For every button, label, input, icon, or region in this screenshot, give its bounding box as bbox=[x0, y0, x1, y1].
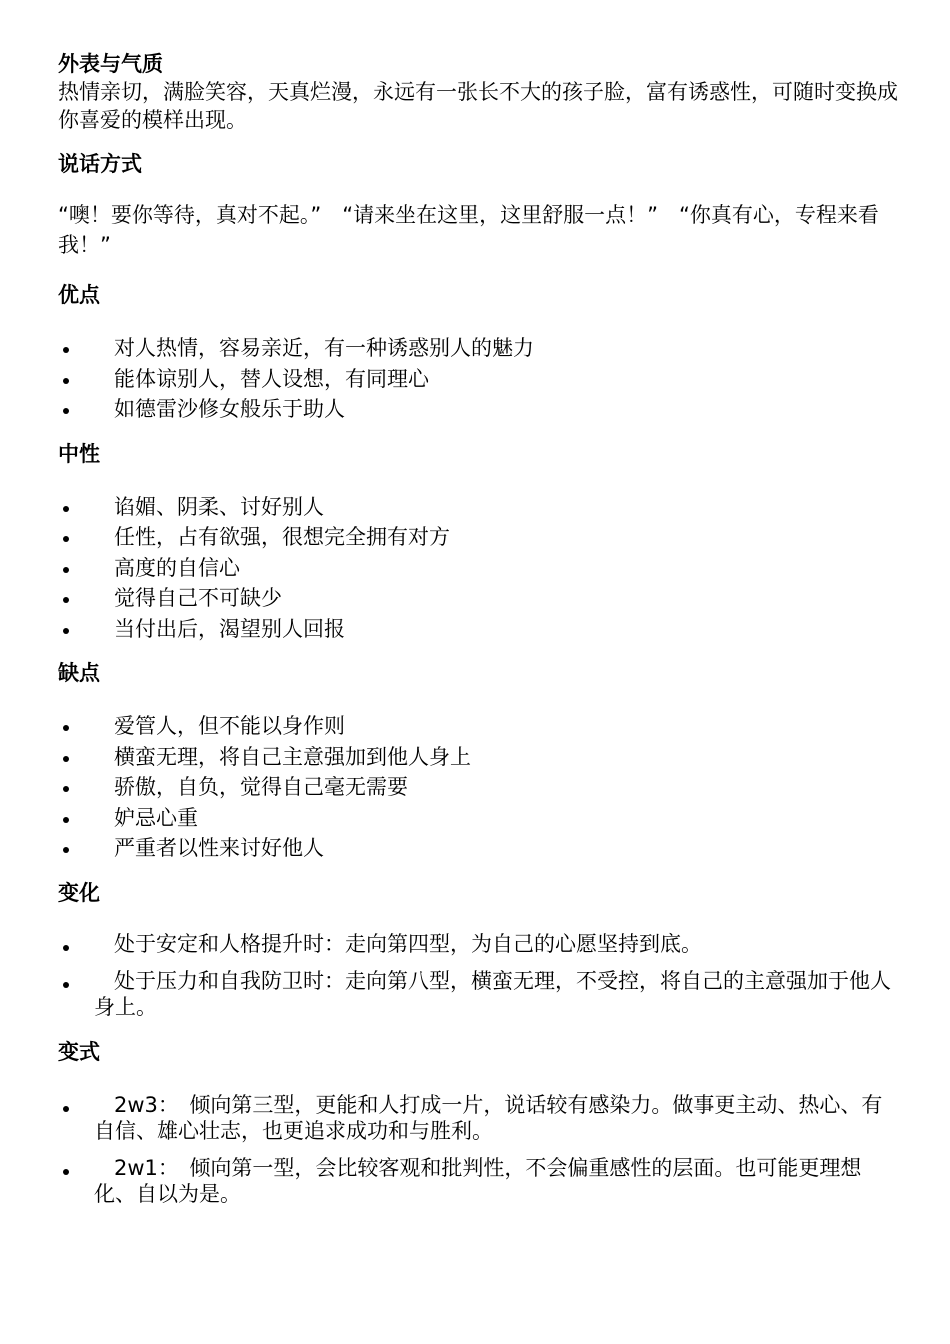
list-item-text: 谄媚、阴柔、讨好别人 bbox=[114, 494, 324, 519]
list-item bbox=[58, 968, 898, 1020]
list-item-text: 能体谅别人，替人设想，有同理心 bbox=[114, 366, 429, 391]
bullet-icon bbox=[63, 1169, 69, 1175]
bullet-icon bbox=[63, 378, 69, 384]
section-title-strengths: 优点 bbox=[58, 283, 100, 307]
list-item-text: 如德雷沙修女般乐于助人 bbox=[114, 397, 345, 421]
bullet-icon bbox=[63, 536, 69, 542]
bullet-icon bbox=[63, 1106, 69, 1112]
list-item-text: 对人热情，容易亲近，有一种诱惑别人的魅力 bbox=[114, 336, 534, 360]
list-item bbox=[58, 522, 898, 553]
section-title-changes: 变化 bbox=[58, 880, 100, 905]
list-item-text: 觉得自己不可缺少 bbox=[114, 586, 282, 610]
list-item bbox=[58, 1155, 898, 1207]
list-item bbox=[58, 614, 898, 645]
list-item-text: 爱管人，但不能以身作则 bbox=[114, 714, 345, 738]
strengths-list bbox=[58, 333, 898, 425]
list-item bbox=[58, 364, 898, 395]
list-item-text: 任性，占有欲强，很想完全拥有对方 bbox=[114, 525, 450, 549]
bullet-icon bbox=[63, 756, 69, 762]
list-item bbox=[58, 711, 898, 742]
list-item-text: 妒忌心重 bbox=[114, 805, 198, 830]
list-item bbox=[58, 333, 898, 364]
list-item bbox=[58, 772, 898, 803]
list-item-text: 处于安定和人格提升时：走向第四型，为自己的心愿坚持到底。 bbox=[114, 931, 702, 956]
list-item bbox=[58, 803, 898, 834]
bullet-icon bbox=[63, 567, 69, 573]
bullet-icon bbox=[63, 725, 69, 731]
neutral-list bbox=[58, 492, 898, 645]
changes-list bbox=[58, 931, 898, 1020]
list-item-text: 处于压力和自我防卫时：走向第八型，横蛮无理，不受控，将自己的主意强加于他人身上。 bbox=[94, 968, 891, 1019]
list-item-text: 2w3： 倾向第三型，更能和人打成一片，说话较有感染力。做事更主动、热心、有自信、雄心壮志，也更追求成功和与胜利。 bbox=[94, 1092, 883, 1143]
appearance-text: 热情亲切，满脸笑容，天真烂漫，永远有一张长不大的孩子脸，富有诱惑性，可随时变换成你喜爱的模样出现。 bbox=[58, 80, 898, 132]
bullet-icon bbox=[63, 982, 69, 988]
list-item bbox=[58, 492, 898, 523]
bullet-icon bbox=[63, 628, 69, 634]
bullet-icon bbox=[63, 347, 69, 353]
bullet-icon bbox=[63, 847, 69, 853]
list-item-text: 高度的自信心 bbox=[114, 555, 240, 580]
speech-text: “噢！要你等待，真对不起。” “请来坐在这里，这里舒服一点！” “你真有心，专程来看我！” bbox=[58, 203, 879, 257]
list-item-text: 严重者以性来讨好他人 bbox=[114, 836, 324, 860]
weaknesses-list bbox=[58, 711, 898, 864]
list-item bbox=[58, 394, 898, 425]
section-title-neutral: 中性 bbox=[58, 441, 100, 466]
bullet-icon bbox=[63, 506, 69, 512]
section-title-speech: 说话方式 bbox=[58, 152, 142, 176]
list-item-text: 骄傲，自负，觉得自己毫无需要 bbox=[114, 775, 408, 799]
section-title-weaknesses: 缺点 bbox=[58, 661, 100, 685]
bullet-icon bbox=[63, 945, 69, 951]
list-item bbox=[58, 742, 898, 773]
list-item bbox=[58, 833, 898, 864]
list-item-text: 横蛮无理，将自己主意强加到他人身上 bbox=[114, 744, 471, 769]
section-title-variants: 变式 bbox=[58, 1039, 100, 1064]
list-item-text: 当付出后，渴望别人回报 bbox=[114, 616, 345, 641]
document-page bbox=[58, 50, 898, 1218]
section-title-appearance: 外表与气质 bbox=[58, 52, 163, 76]
list-item bbox=[58, 553, 898, 584]
list-item bbox=[58, 931, 898, 957]
list-item bbox=[58, 583, 898, 614]
bullet-icon bbox=[63, 817, 69, 823]
bullet-icon bbox=[63, 786, 69, 792]
bullet-icon bbox=[63, 597, 69, 603]
list-item bbox=[58, 1092, 898, 1144]
bullet-icon bbox=[63, 408, 69, 414]
variants-list bbox=[58, 1092, 898, 1207]
list-item-text: 2w1： 倾向第一型，会比较客观和批判性，不会偏重感性的层面。也可能更理想化、自以为是。 bbox=[94, 1155, 862, 1206]
